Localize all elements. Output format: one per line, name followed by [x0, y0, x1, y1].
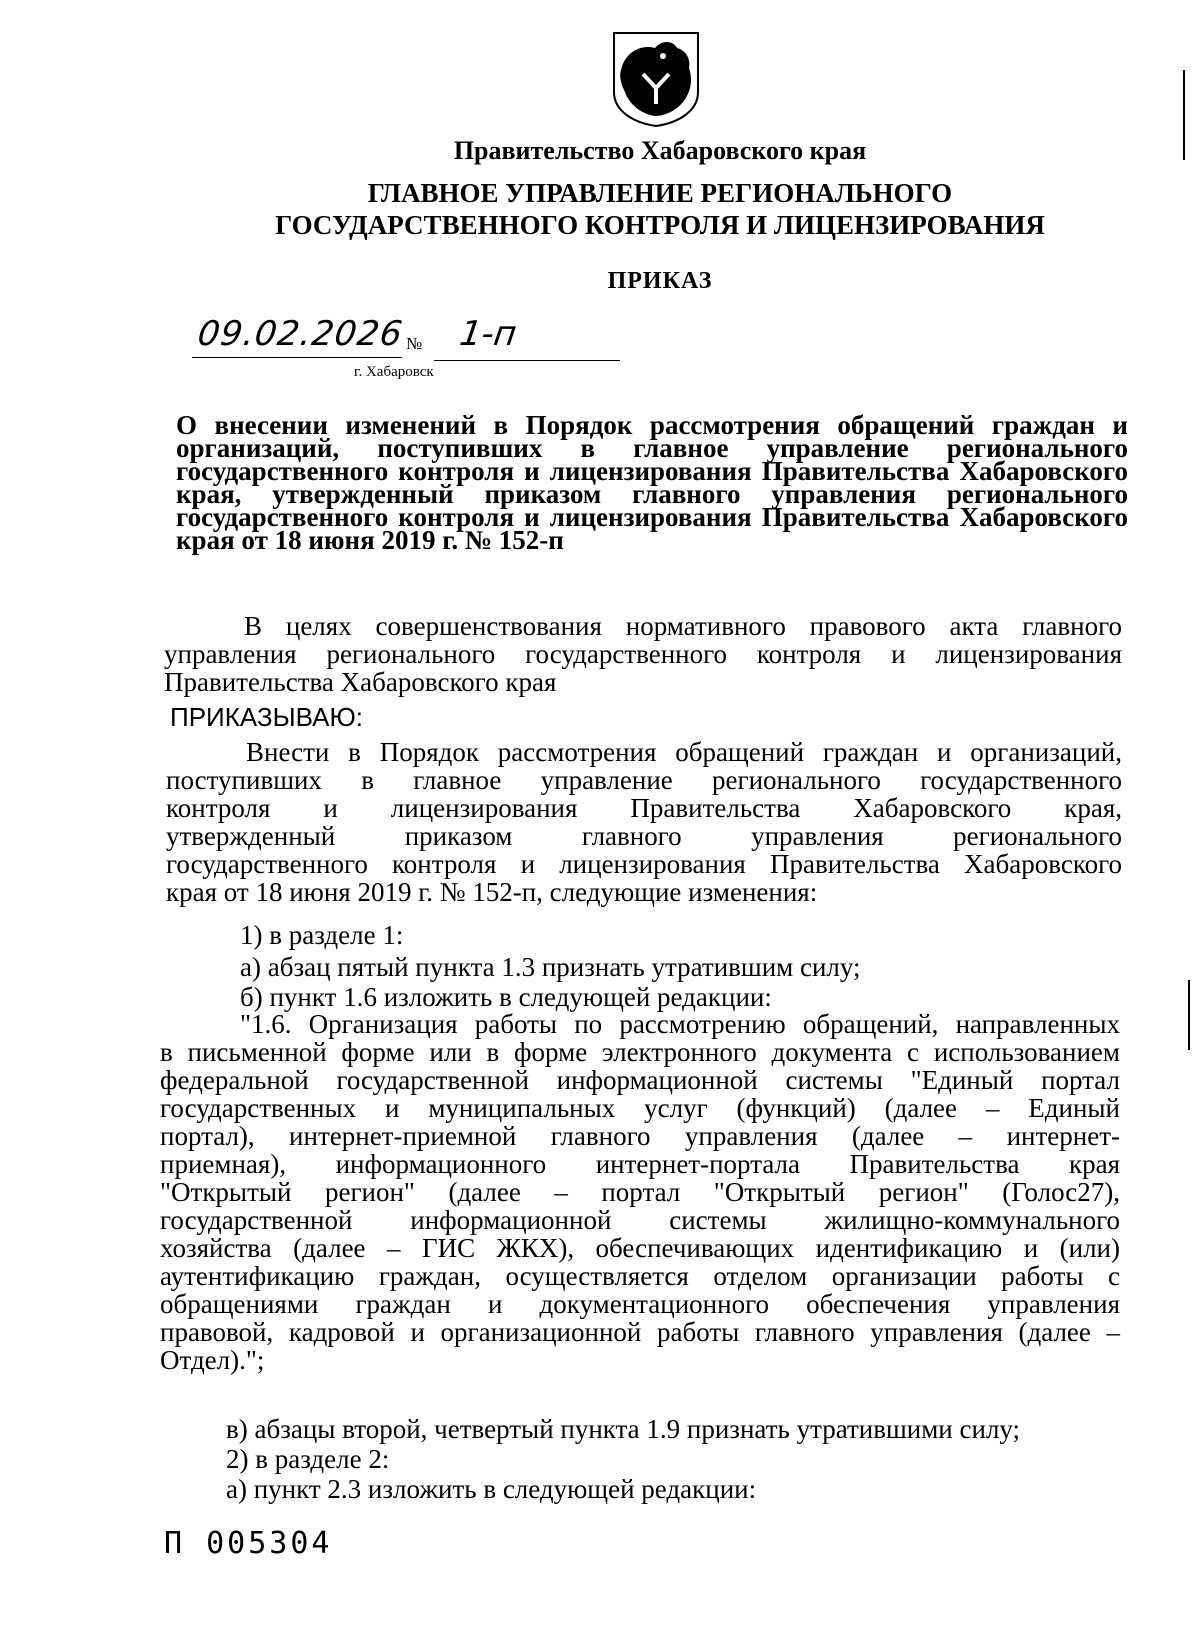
- issuing-city: г. Хабаровск: [354, 364, 434, 380]
- form-serial-number: П 005304: [164, 1526, 333, 1561]
- preamble-line: управления регионального государственного контроля и лицензирования: [164, 639, 1122, 669]
- quoted-clause-paragraph: [160, 1010, 1120, 1374]
- quote-line: "1.6. Организация работы по рассмотрению обращений, направленных: [240, 1009, 1120, 1039]
- order-directive: ПРИКАЗЫВАЮ:: [170, 702, 363, 732]
- main-line: Внести в Порядок рассмотрения обращений граждан и организаций,: [246, 737, 1122, 767]
- order-number-handwritten: 1-п: [457, 314, 519, 354]
- quote-line: Отдел).";: [160, 1345, 265, 1375]
- quote-line: в письменной форме или в форме электронного документа с использованием: [160, 1037, 1120, 1067]
- subject-line: государственного контроля и лицензирования Правительства Хабаровского: [176, 502, 1128, 532]
- quote-line: "Открытый регион" (далее – портал "Открытый регион" (Голос27),: [160, 1177, 1120, 1207]
- date-underline: [192, 357, 402, 358]
- quote-line: хозяйства (далее – ГИС ЖКХ), обеспечивающих идентификацию и (или): [160, 1233, 1120, 1263]
- main-line: поступивших в главное управление регионального государственного: [166, 765, 1122, 795]
- subject-line: края от 18 июня 2019 г. № 152-п: [176, 525, 564, 555]
- subject-line: О внесении изменений в Порядок рассмотрения обращений граждан и: [176, 410, 1128, 440]
- department-title-line-2: ГОСУДАРСТВЕННОГО КОНТРОЛЯ И ЛИЦЕНЗИРОВАНИЯ: [275, 210, 1045, 240]
- scan-edge-mark: [1188, 980, 1190, 1050]
- main-line: контроля и лицензирования Правительства Хабаровского края,: [166, 793, 1122, 823]
- list-item: а) пункт 2.3 изложить в следующей редакции:: [226, 1474, 757, 1504]
- list-item: в) абзацы второй, четвертый пункта 1.9 признать утратившими силу;: [226, 1414, 1021, 1444]
- quote-line: государственных и муниципальных услуг (функций) (далее – Единый: [160, 1093, 1120, 1123]
- quote-line: государственной информационной системы жилищно-коммунального: [160, 1205, 1120, 1235]
- scan-edge-mark: [1183, 70, 1185, 160]
- list-item: б) пункт 1.6 изложить в следующей редакции:: [240, 982, 772, 1012]
- preamble-paragraph: [164, 612, 1122, 696]
- order-subject: [176, 410, 1128, 555]
- list-item: 1) в разделе 1:: [240, 920, 404, 950]
- order-number-sign: №: [406, 334, 423, 353]
- government-title: Правительство Хабаровского края: [453, 136, 867, 165]
- subject-line: организаций, поступивших в главное управление регионального: [176, 433, 1128, 463]
- quote-line: федеральной государственной информационной системы "Единый портал: [160, 1065, 1120, 1095]
- department-title-line-1: ГЛАВНОЕ УПРАВЛЕНИЕ РЕГИОНАЛЬНОГО: [367, 178, 953, 208]
- coat-of-arms-icon: [611, 30, 701, 128]
- quote-line: правовой, кадровой и организационной работы главного управления (далее –: [160, 1317, 1120, 1347]
- main-paragraph: [166, 738, 1122, 906]
- quote-line: портал), интернет-приемной главного управления (далее – интернет-: [160, 1121, 1120, 1151]
- quote-line: обращениями граждан и документационного обеспечения управления: [160, 1289, 1120, 1319]
- main-line: утвержденный приказом главного управления регионального: [166, 821, 1122, 851]
- order-date-handwritten: 09.02.2026: [195, 314, 406, 354]
- preamble-line: Правительства Хабаровского края: [164, 667, 557, 697]
- list-item: а) абзац пятый пункта 1.3 признать утратившим силу;: [240, 952, 861, 982]
- quote-line: приемная), информационного интернет-портала Правительства края: [160, 1149, 1120, 1179]
- subject-line: края, утвержденный приказом главного управления регионального: [176, 479, 1128, 509]
- number-underline: [434, 360, 620, 361]
- subject-line: государственного контроля и лицензирования Правительства Хабаровского: [176, 456, 1128, 486]
- document-type-title: ПРИКАЗ: [607, 268, 713, 294]
- preamble-line: В целях совершенствования нормативного правового акта главного: [244, 611, 1122, 641]
- list-item: 2) в разделе 2:: [226, 1444, 390, 1474]
- main-line: государственного контроля и лицензирования Правительства Хабаровского: [166, 849, 1122, 879]
- quote-line: аутентификацию граждан, осуществляется отделом организации работы с: [160, 1261, 1120, 1291]
- main-line: края от 18 июня 2019 г. № 152-п, следующие изменения:: [166, 877, 818, 907]
